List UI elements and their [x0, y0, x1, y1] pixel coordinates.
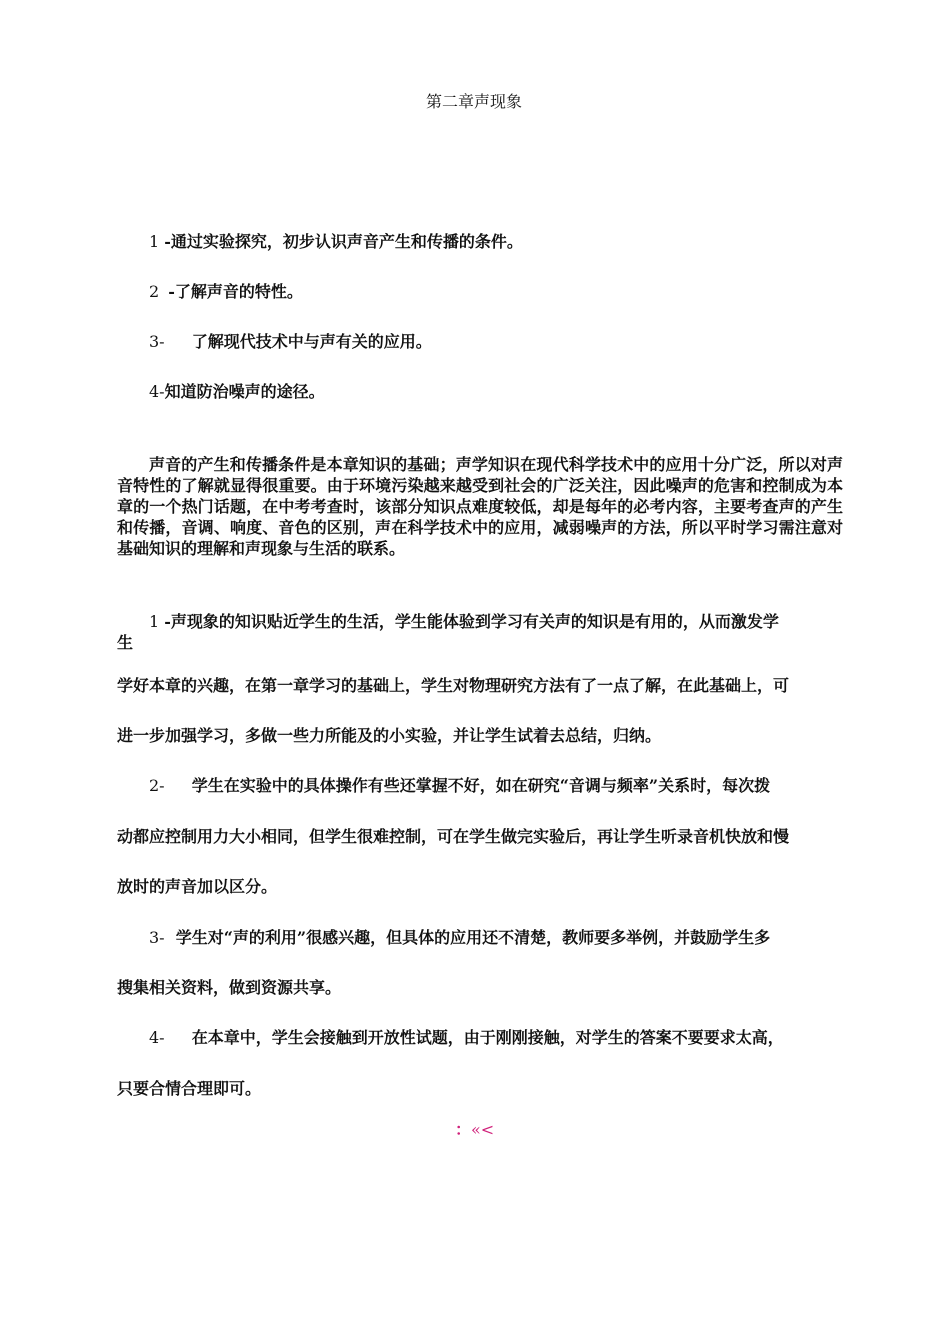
suggestion-line — [149, 612, 779, 632]
objective-item — [149, 332, 432, 352]
analysis-paragraph: 声音的产生和传播条件是本章知识的基础；声学知识在现代科学技术中的应用十分广泛，所以对声音特性的了解就显得很重要。由于环境污染越来越受到社会的广泛关注，因此噪声的危害和控制成为本章的一个热门话题，在中考考查时，该部分知识点难度较低，却是每年的必考内容，主要考查声的产生和传播，音调、响度、音色的区别，声在科学技术中的应用，减弱噪声的方法，所以平时学习需注意对基础知识的理解和声现象与生活的联系。 — [117, 455, 843, 558]
suggestion-text: 学生对“声的利用”很感兴趣，但具体的应用还不清楚，教师要多举例，并鼓励学生多 — [175, 928, 771, 947]
suggestion-line: 放时的声音加以区分。 — [117, 877, 278, 896]
suggestion-text: 学生在实验中的具体操作有些还掌握不好，如在研究“音调与频率”关系时，每次拨 — [191, 776, 771, 795]
suggestion-line: 生 — [117, 633, 134, 652]
suggestion-line — [149, 928, 770, 948]
suggestion-line: 学好本章的兴趣，在第一章学习的基础上，学生对物理研究方法有了一点了解，在此基础上，可 — [117, 676, 790, 695]
suggestion-line: 只要合情合理即可。 — [117, 1079, 262, 1098]
objective-item — [149, 382, 325, 402]
suggestion-number: 2- — [149, 776, 165, 795]
objective-item — [149, 282, 303, 302]
objective-number: 4- — [149, 382, 165, 401]
suggestion-line — [149, 776, 770, 796]
suggestion-number: 3- — [149, 928, 165, 947]
suggestion-line: 动都应控制用力大小相同，但学生很难控制，可在学生做完实验后，再让学生听录音机快放和慢 — [117, 827, 790, 846]
objective-text: 了解现代技术中与声有关的应用。 — [191, 332, 432, 351]
objective-number: 2 — [149, 282, 160, 301]
suggestion-text: -声现象的知识贴近学生的生活，学生能体验到学习有关声的知识是有用的，从而激发学 — [164, 612, 779, 631]
suggestion-line — [149, 1028, 784, 1048]
page-title: 第二章声现象 — [426, 92, 523, 111]
suggestion-line: 搜集相关资料，做到资源共享。 — [117, 978, 342, 997]
suggestion-line: 进一步加强学习，多做一些力所能及的小实验，并让学生试着去总结，归纳。 — [117, 726, 662, 745]
objective-text: -了解声音的特性。 — [168, 282, 303, 301]
footer-mark-glyphs: «< — [471, 1120, 495, 1139]
objective-number: 1 — [149, 232, 160, 251]
objective-item — [149, 232, 523, 252]
objective-text: -通过实验探究，初步认识声音产生和传播的条件。 — [164, 232, 523, 251]
footer-mark — [455, 1120, 494, 1140]
objective-number: 3- — [149, 332, 165, 351]
objective-text: 知道防治噪声的途径。 — [164, 382, 325, 401]
suggestion-number: 4- — [149, 1028, 165, 1047]
suggestion-number: 1 — [149, 612, 160, 631]
footer-mark-colon: ： — [455, 1120, 472, 1139]
suggestion-text: 在本章中，学生会接触到开放性试题，由于刚刚接触，对学生的答案不要要求太高， — [191, 1028, 784, 1047]
